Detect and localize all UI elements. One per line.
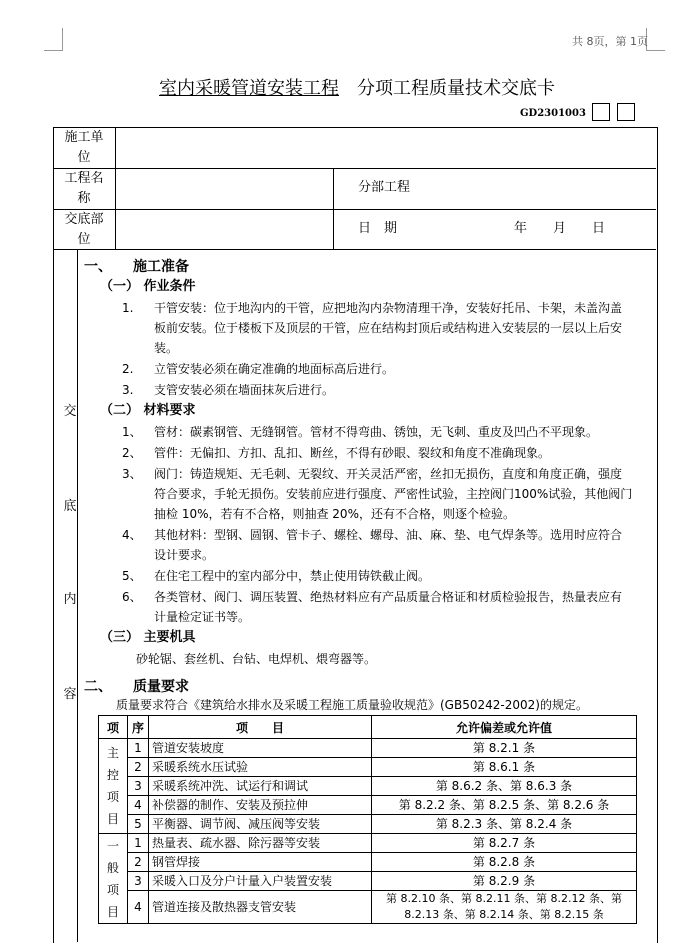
item-number: 5、 [122,569,142,583]
row-item: 管道连接及散热器支管安装 [149,891,372,924]
title-suffix: 分项工程质量技术交底卡 [357,78,555,99]
label-disclose-part: 交底部位 [64,212,104,247]
tools-text: 砂轮锯、套丝机、台钻、电焊机、煨弯器等。 [136,652,377,666]
row-value: 第 8.2.8 条 [372,853,637,872]
page-title [0,74,696,100]
row-number: 1 [128,739,149,758]
item-number: 4、 [122,528,142,542]
divider [333,168,334,249]
divider [115,127,116,249]
group-main-control: 主控项目 [99,739,128,834]
item-text: 管材：碳素钢管、无缝钢管。管材不得弯曲、锈蚀，无飞刺、重皮及凹凸不平现象。 [154,425,599,439]
table-row [99,739,637,758]
table-row [99,891,637,924]
item-number: 3、 [122,467,142,481]
item-number: 1. [122,301,134,315]
subsection-materials: （二） 材料要求 [100,403,196,418]
row-value: 第 8.2.9 条 [372,872,637,891]
item-number: 3. [122,383,134,397]
group-general: 一般项目 [99,834,128,924]
table-row [99,796,637,815]
subsection-tools: （三） 主要机具 [100,630,196,645]
table-header: 项 目 [149,716,372,739]
table-header: 项 [99,716,128,739]
row-number: 1 [128,834,149,853]
side-label-4: 容 [63,687,77,702]
row-item: 热量表、疏水器、除污器等安装 [149,834,372,853]
row-item: 采暖系统水压试验 [149,758,372,777]
divider [53,249,656,250]
table-row [99,815,637,834]
row-number: 2 [128,758,149,777]
quality-intro: 质量要求符合《建筑给水排水及采暖工程施工质量验收规范》(GB50242-2002)的规定。 [116,698,588,712]
crop-mark-right [646,28,665,51]
project-title: 室内采暖管道安装工程 [159,78,339,99]
item-text: 管件：无偏扣、方扣、乱扣、断丝，不得有砂眼、裂纹和角度不准确现象。 [154,446,551,460]
row-item: 补偿器的制作、安装及预拉伸 [149,796,372,815]
item-text: 板前安装。位于楼板下及顶层的干管，应在结构封顶后或结构进入安装层的一层以上后安 [154,321,623,335]
item-number: 2. [122,362,134,376]
page-info: 共 8页，第 1页 [572,35,648,48]
label-date: 日 期 [358,221,398,236]
side-label-2: 底 [63,499,77,514]
row-item: 平衡器、调节阀、减压阀等安装 [149,815,372,834]
label-subproject: 分部工程 [358,180,411,195]
row-item: 管道安装坡度 [149,739,372,758]
label-project-name: 工程名称 [64,171,104,206]
quality-table [98,715,637,924]
table-header-row [99,716,637,739]
item-text: 装。 [154,341,179,355]
subsection-work-conditions: （一） 作业条件 [100,279,196,294]
item-number: 2、 [122,446,142,460]
item-text: 各类管材、阀门、调压装置、绝热材料应有产品质量合格证和材质检验报告，热量表应有 [154,590,623,604]
crop-mark-left [44,28,63,51]
table-row [99,872,637,891]
row-number: 4 [128,796,149,815]
item-number: 1、 [122,425,142,439]
row-item: 采暖系统冲洗、试运行和调试 [149,777,372,796]
table-row [99,777,637,796]
item-text: 设计要求。 [154,548,215,562]
item-text: 立管安装必须在确定准确的地面标高后进行。 [154,362,395,376]
item-text: 抽检 10%，若有不合格，则抽查 20%，还有不合格，则逐个检验。 [154,507,515,521]
row-value: 第 8.2.2 条、第 8.2.5 条、第 8.2.6 条 [372,796,637,815]
row-value: 第 8.2.3 条、第 8.2.4 条 [372,815,637,834]
item-text: 干管安装：位于地沟内的干管，应把地沟内杂物清理干净，安装好托吊、卡架，未盖沟盖 [154,301,623,315]
table-row [99,758,637,777]
row-item: 钢管焊接 [149,853,372,872]
checkbox-1[interactable] [592,103,610,121]
table-row [99,853,637,872]
row-value: 第 8.2.7 条 [372,834,637,853]
item-text: 阀门：铸造规矩、无毛刺、无裂纹、开关灵活严密，丝扣无损伤，直度和角度正确，强度 [154,467,623,481]
item-text: 符合要求，手轮无损伤。安装前应进行强度、严密性试验，主控阀门100%试验，其他阀门 [154,487,633,501]
row-value: 第 8.2.1 条 [372,739,637,758]
row-number: 4 [128,891,149,924]
row-value: 第 8.6.1 条 [372,758,637,777]
item-text: 计量检定证书等。 [154,610,251,624]
item-number: 6、 [122,590,142,604]
label-construction-unit: 施工单位 [64,130,104,165]
item-text: 在住宅工程中的室内部分中，禁止使用铸铁截止阀。 [154,569,431,583]
item-text: 其他材料：型钢、圆钢、管卡子、螺栓、螺母、油、麻、垫、电气焊条等。选用时应符合 [154,528,623,542]
row-item: 采暖入口及分户计量入户装置安装 [149,872,372,891]
section-2-title: 二、 质量要求 [84,679,189,695]
date-value: 年 月 日 [514,221,606,236]
row-number: 3 [128,777,149,796]
table-header: 序 [128,716,149,739]
row-value: 第 8.6.2 条、第 8.6.3 条 [372,777,637,796]
divider [53,209,656,210]
document-code: GD2301003 [520,108,586,119]
divider [53,168,656,169]
section-1-title: 一、 施工准备 [84,259,189,275]
side-label-3: 内 [63,592,77,607]
table-row [99,834,637,853]
row-number: 5 [128,815,149,834]
side-label-1: 交 [63,404,77,419]
checkbox-2[interactable] [617,103,635,121]
row-number: 3 [128,872,149,891]
table-header: 允许偏差或允许值 [372,716,637,739]
row-number: 2 [128,853,149,872]
row-value: 第 8.2.10 条、第 8.2.11 条、第 8.2.12 条、第 8.2.13 条、第 8.2.14 条、第 8.2.15 条 [372,891,637,924]
item-text: 支管安装必须在墙面抹灰后进行。 [154,383,335,397]
